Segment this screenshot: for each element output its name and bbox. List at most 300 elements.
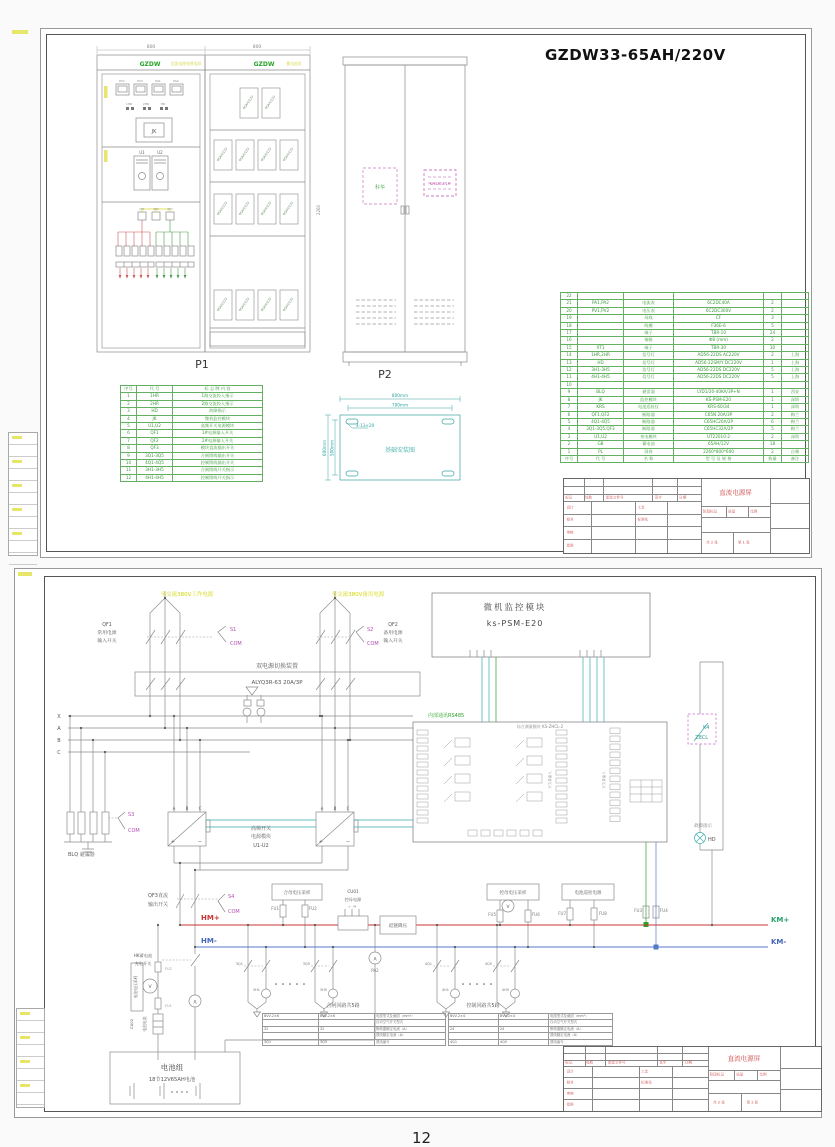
gl-label: 硅链降压: [389, 924, 407, 929]
cell: 控制馈线输出开关: [173, 460, 263, 467]
battery-label: 65AH/12V: [259, 200, 273, 217]
fu3-label: FU3: [634, 908, 642, 913]
monitor-model: ks-PSM-E20: [486, 619, 544, 628]
table-row: [121, 437, 263, 444]
qf1-desc1: 常用电源: [97, 631, 117, 636]
qf-label: QF1: [139, 208, 145, 211]
hf-label-2: 电源模块: [250, 834, 272, 840]
role-audit: 审核: [566, 530, 574, 535]
cell: [782, 315, 809, 322]
cell: 备注: [782, 455, 809, 462]
cell: 断路器: [624, 418, 674, 425]
cell: 1: [121, 393, 137, 400]
cell: 避雷器: [624, 389, 674, 396]
cell: 22: [561, 293, 578, 300]
phase-x: X: [57, 714, 61, 720]
cell: 24: [764, 330, 782, 337]
brand-label: GZDW: [253, 61, 275, 68]
table-row: [121, 393, 263, 400]
cell: U1,U2: [137, 423, 173, 430]
cell: [782, 337, 809, 344]
cell: 7: [121, 437, 137, 444]
battery-label: 65AH/12V: [281, 296, 295, 313]
table-row: [561, 418, 809, 425]
dim-500mm: 500mm: [329, 439, 335, 457]
cell: 母线: [624, 315, 674, 322]
table-row: [561, 330, 809, 337]
fu2-label: FU2: [165, 967, 172, 971]
cell: 2路交流投入指示: [173, 400, 263, 407]
fu1-label: FU1: [165, 1004, 172, 1008]
table-row: [561, 307, 809, 314]
cell: 序号: [561, 455, 578, 462]
rev-doc: 更改文件号: [607, 1060, 626, 1065]
cell: 深圳: [782, 404, 809, 411]
cell: 3Q5: [319, 1039, 375, 1045]
cell: 2: [764, 433, 782, 440]
qf3-label-2: 输出开关: [147, 902, 168, 908]
cell: 电压表: [624, 307, 674, 314]
cell: 代 号: [137, 386, 173, 393]
battery-label: 65AH/12V: [281, 146, 295, 163]
u1-pin-c: C: [198, 806, 202, 811]
cell: 2: [764, 337, 782, 344]
table-row: [561, 352, 809, 359]
cell: 1: [764, 404, 782, 411]
cell: 自动空气开关型式: [549, 1020, 613, 1026]
s3-com-label: COM: [128, 828, 140, 834]
p1-label: P1: [195, 358, 209, 371]
cell: QF2: [137, 437, 173, 444]
v-meter-label: V: [148, 985, 152, 990]
cell: 标 志 牌 内 容: [173, 386, 263, 393]
p1-cabinet-drawing: [97, 46, 310, 352]
cell: [782, 441, 809, 448]
cell: 合闸馈线开关指示: [173, 467, 263, 474]
battery-group-name: 电池组: [160, 1063, 184, 1072]
cell: 信号灯: [624, 367, 674, 374]
cell: 6: [764, 418, 782, 425]
breaker-ties: [108, 637, 511, 966]
cell: 断路器: [624, 411, 674, 418]
ac-source-left: 至交流380V工作电源: [160, 592, 214, 598]
dim-label: 800: [252, 45, 262, 50]
table-row: [561, 315, 809, 322]
module-title: 综合测量模块 KS-ZHCL-2: [516, 724, 564, 729]
cell: 3Q1-3Q5: [137, 452, 173, 459]
cell: [578, 315, 624, 322]
cell: 65AH/12V: [674, 441, 764, 448]
s1-label: S1: [230, 627, 237, 633]
cell: [764, 293, 782, 300]
cell: 4H1-4H5: [137, 474, 173, 481]
3h5-label: 3H5: [319, 988, 327, 992]
cell: 5: [764, 322, 782, 329]
rev-mark: 标记: [565, 495, 573, 499]
cell: 21: [561, 300, 578, 307]
stage-weight: 质量: [736, 1072, 744, 1077]
cell: 3Q1: [263, 1039, 319, 1045]
cell: 20: [561, 307, 578, 314]
table-row: [121, 452, 263, 459]
fu4-label: FU4: [660, 908, 668, 913]
cell: [624, 293, 674, 300]
hf-label-3: U1-U2: [253, 843, 269, 849]
cell: HD: [137, 408, 173, 415]
cell: LYD1/20-40KA/3P+N: [674, 389, 764, 396]
table-row: [561, 300, 809, 307]
cell: 9: [121, 452, 137, 459]
km-plus-label: KM+: [771, 916, 790, 924]
cell: [674, 381, 764, 388]
table-row: [121, 467, 263, 474]
km-minus-label: KM-: [771, 938, 787, 946]
cell: 4: [121, 415, 137, 422]
cell: 2: [764, 307, 782, 314]
cell: 10: [121, 460, 137, 467]
battery-label: 65AH/12V: [215, 146, 229, 163]
battery-labels: [216, 94, 295, 312]
battery-label: 65AH/12V: [259, 146, 273, 163]
table-row: [561, 389, 809, 396]
drawing-title: GZDW33-65AH/220V: [545, 46, 726, 64]
table-row: [561, 426, 809, 433]
closing-feeder-table: [262, 1013, 446, 1046]
cell: 19: [561, 315, 578, 322]
cell: 5: [561, 418, 578, 425]
control-group-label: 控制回路共5路: [466, 1003, 500, 1009]
hd-label: HD: [708, 837, 716, 843]
cell: 10: [561, 381, 578, 388]
cell: 馈线编号: [375, 1039, 446, 1045]
cell: 上海: [782, 367, 809, 374]
cell: 深圳: [782, 433, 809, 440]
product-name: 直流电源屏: [727, 1054, 761, 1063]
cell: [764, 381, 782, 388]
cell: 馈线额定电流（A）: [375, 1033, 446, 1039]
cell: JK: [137, 415, 173, 422]
cell: 屏体: [624, 448, 674, 455]
table-row: [121, 386, 263, 393]
cell: 馈线编号: [549, 1039, 613, 1045]
meter-label: PA2: [173, 79, 179, 83]
table-row: [561, 396, 809, 403]
cell: 3H1-3H5: [137, 467, 173, 474]
ats-name: 双电源切换装置: [255, 663, 299, 670]
cell: 3: [561, 433, 578, 440]
table-row: [121, 400, 263, 407]
cell: KRS: [578, 404, 624, 411]
cell: GB: [578, 441, 624, 448]
cell: JK: [578, 396, 624, 403]
table-row: [121, 408, 263, 415]
cell: [782, 300, 809, 307]
rev-doc: 更改文件号: [605, 495, 624, 499]
battery-label: 65AH/12V: [281, 200, 295, 217]
height-dim: 2260: [316, 204, 321, 216]
cell: C65HC20A/2P: [674, 418, 764, 425]
cell: 4Q1-4Q5: [578, 418, 624, 425]
cell: 1: [561, 448, 578, 455]
io-label: 开关量输入: [602, 771, 606, 789]
cell: 5: [764, 426, 782, 433]
cell: 32: [263, 1026, 319, 1032]
table-row: [561, 441, 809, 448]
cell: [782, 322, 809, 329]
qf3-label-1: QF3直流: [148, 893, 168, 899]
cell: AD56-22SM/Y DC220V: [674, 359, 764, 366]
battery-group-spec: 18节12V65AH电池: [148, 1077, 196, 1083]
cell: 2260*800*600: [674, 448, 764, 455]
cell: 线槽: [624, 322, 674, 329]
rev-sign: 签字: [659, 1060, 667, 1065]
cell: 3Q1-3Q5,QF3: [578, 426, 624, 433]
rev-sign: 签字: [654, 495, 662, 499]
cell: PL: [578, 448, 624, 455]
rev-count: 处数: [585, 1060, 594, 1065]
cell: 信号灯: [624, 352, 674, 359]
cell: 端子: [624, 344, 674, 351]
monitor-title: 微机监控模块: [483, 603, 547, 613]
sheet-no: 第 2 张: [746, 1100, 759, 1105]
dim-700mm: 700mm: [391, 402, 409, 408]
cell: 5: [764, 367, 782, 374]
cell: 5: [121, 423, 137, 430]
base-plan-drawing: [325, 396, 460, 480]
cell: 梅兰: [782, 411, 809, 418]
sign-table: [120, 385, 263, 482]
s2-com-label: COM: [367, 641, 379, 647]
blue-wires: [654, 842, 659, 950]
battery-label: 65AH/12V: [259, 296, 273, 313]
cell: 故障指示: [173, 408, 263, 415]
table-row: [121, 474, 263, 481]
cell: [578, 330, 624, 337]
cell: 2HR: [137, 400, 173, 407]
hm-sample-label: 合母电压采样: [283, 891, 311, 896]
product-name: 直流电源屏: [719, 488, 752, 497]
cell: UT22010-2: [674, 433, 764, 440]
qf1-name: QF1: [102, 623, 112, 628]
role-approve: 批准: [566, 1102, 574, 1107]
role-check: 校对: [566, 517, 574, 522]
cell: [674, 293, 764, 300]
cell: C65HC32A/2P: [674, 426, 764, 433]
s1-com-label: COM: [230, 641, 242, 647]
cell: Φ8 (mm): [674, 337, 764, 344]
qf-label: QF3: [167, 208, 173, 211]
battery-current-label: 电池电流: [142, 1016, 147, 1032]
panel-name: 蓄电池屏: [286, 61, 302, 66]
cell: 4Q1-4Q5: [137, 460, 173, 467]
brand-label: GZDW: [139, 61, 161, 68]
cell: 电流表: [624, 300, 674, 307]
battery-v-sample-label: 电池电压采样: [133, 975, 138, 999]
cell: KRS-60/34: [674, 404, 764, 411]
fu7-label: FU7: [558, 911, 566, 916]
cell: [578, 337, 624, 344]
p1-wiring: [118, 209, 188, 279]
blq-label: BLQ 避雷器: [68, 852, 95, 858]
dim-600mm: 600mm: [322, 439, 327, 457]
stage-weight: 质量: [728, 509, 736, 514]
p2-label: P2: [378, 368, 392, 381]
cell: AD56-22DS DC220V: [674, 367, 764, 374]
p2-cabinet-drawing: [343, 57, 467, 366]
dim-label: 800: [146, 45, 156, 50]
cell: 监控模块: [624, 396, 674, 403]
cell: 14: [561, 352, 578, 359]
role-audit: 审核: [566, 1091, 574, 1096]
cell: 梅兰: [782, 418, 809, 425]
qf2-desc1: 备用电源: [383, 631, 403, 636]
role-check: 校对: [566, 1080, 574, 1085]
u1-plus: +: [170, 839, 176, 845]
cell: [782, 344, 809, 351]
cell: 3H1-3H5: [578, 367, 624, 374]
cell: 18: [764, 441, 782, 448]
sheet-total: 共 2 张: [713, 1100, 725, 1105]
cell: 24: [449, 1026, 499, 1032]
3q1-label: 3Q1: [235, 962, 243, 966]
cell: 名 称: [624, 455, 674, 462]
u2-label: U2: [157, 150, 163, 155]
cell: 断路器: [624, 426, 674, 433]
qf2-name: QF2: [388, 623, 398, 628]
cell: 2: [764, 352, 782, 359]
sheet-total: 共 2 张: [706, 540, 718, 545]
hm-plus-label: HM+: [201, 914, 220, 922]
a-meter-label: A: [193, 1000, 197, 1006]
ac-source-right: 至交流380V备用电源: [331, 592, 385, 598]
module-internals: [417, 728, 662, 836]
table-row: [561, 433, 809, 440]
cell: 30: [764, 344, 782, 351]
table-row: [561, 293, 809, 300]
cell: [578, 322, 624, 329]
role-process: 工艺: [641, 1069, 649, 1074]
cell: 6: [121, 430, 137, 437]
cell: BVV-2×4: [499, 1014, 549, 1020]
pa2-label: PA2: [371, 968, 379, 973]
cell: 4Q1: [449, 1039, 499, 1045]
table-row: [561, 381, 809, 388]
cell: U1,U2: [578, 433, 624, 440]
cell: 32: [319, 1026, 375, 1032]
cell: 2#电源输入开关: [173, 437, 263, 444]
cell: 馈线额定电流（A）: [549, 1033, 613, 1039]
km-sample-label: 控母电压采样: [499, 891, 527, 896]
cell: 数量: [764, 455, 782, 462]
cu01-pins: + - M: [347, 904, 357, 909]
hm-minus-label: HM-: [201, 937, 217, 945]
3q5-label: 3Q5: [302, 962, 310, 966]
battery-label: 65AH/12V: [215, 296, 229, 313]
lamp-label: 1HR: [125, 102, 133, 106]
hf-label-1: 高频开关: [250, 826, 272, 832]
p2-logo: 科华: [374, 185, 386, 191]
cell: 电缆型式及截面（mm²）: [549, 1014, 613, 1020]
4h1-label: 4H1: [441, 988, 449, 992]
cell: 电缆型式及截面（mm²）: [375, 1014, 446, 1020]
rev-mark: 标记: [565, 1060, 573, 1065]
role-standard: 标准化: [641, 1080, 652, 1085]
ats-model: ALYQ3R-63 20A/3P: [251, 680, 303, 686]
cu02-label: CU02: [129, 1018, 134, 1030]
cell: BVV-2×4: [449, 1014, 499, 1020]
v-meter-label: V: [506, 905, 510, 910]
battery-label: 65AH/12V: [215, 200, 229, 217]
closing-group-label: 合闸回路共5路: [326, 1003, 360, 1009]
u1-pin-a: A: [172, 806, 176, 811]
cell: 序号: [121, 386, 137, 393]
role-standard: 标准化: [637, 517, 649, 522]
battery-label: 65AH/12V: [241, 94, 255, 111]
cell: 2: [561, 441, 578, 448]
cell: 1HR,2HR: [578, 352, 624, 359]
cell: 端子: [624, 330, 674, 337]
p2-dcu-label: KH-DCU-19: [429, 182, 451, 186]
stage-mark: 阶段标记: [709, 1072, 725, 1077]
table-row: [561, 404, 809, 411]
u1-label: U1: [139, 150, 145, 155]
u1-minus: −: [197, 839, 203, 845]
table-row: [561, 448, 809, 455]
role-process: 工艺: [637, 505, 645, 510]
a-meter-label: A: [373, 957, 377, 963]
cell: 断路器额定电流（A）: [375, 1026, 446, 1032]
cell: [578, 381, 624, 388]
cell: 1路交流投入指示: [173, 393, 263, 400]
cell: 8: [121, 445, 137, 452]
u2-minus: −: [345, 839, 351, 845]
cell: 4: [561, 426, 578, 433]
role-design: 设计: [566, 1069, 574, 1074]
cell: 信号灯: [624, 359, 674, 366]
cell: CF: [674, 315, 764, 322]
control-feeder-table: [448, 1013, 613, 1046]
cell: 型 号 及 规 格: [674, 455, 764, 462]
cell: 6C2DC40A: [674, 300, 764, 307]
cell: KS-PSM-E20: [674, 396, 764, 403]
phase-c: C: [57, 750, 61, 756]
cell: PA1,PA2: [578, 300, 624, 307]
cell: 2: [764, 411, 782, 418]
table-row: [561, 337, 809, 344]
page-number: 12: [412, 1129, 432, 1147]
cell: 2: [764, 300, 782, 307]
s4-com-label: COM: [228, 909, 240, 915]
meter-label: PV1: [119, 79, 125, 83]
jk-label: JK: [151, 129, 157, 135]
cell: 代 号: [578, 455, 624, 462]
cell: 24: [499, 1026, 549, 1032]
cell: 控制馈线开关指示: [173, 474, 263, 481]
u2-pin-c: C: [346, 806, 350, 811]
cell: 高频开关电源模块: [173, 423, 263, 430]
battery-label: 65AH/12V: [237, 296, 251, 313]
cell: [782, 381, 809, 388]
title-block-2: [563, 1046, 822, 1112]
u1-pin-b: B: [185, 806, 189, 811]
cell: [578, 293, 624, 300]
cu01-label: CU01: [347, 889, 359, 894]
cell: 5: [764, 374, 782, 381]
cell: BVV-2×6: [263, 1014, 319, 1020]
cell: 4H1-4H5: [578, 374, 624, 381]
cell: 11: [121, 467, 137, 474]
cell: 1: [764, 396, 782, 403]
